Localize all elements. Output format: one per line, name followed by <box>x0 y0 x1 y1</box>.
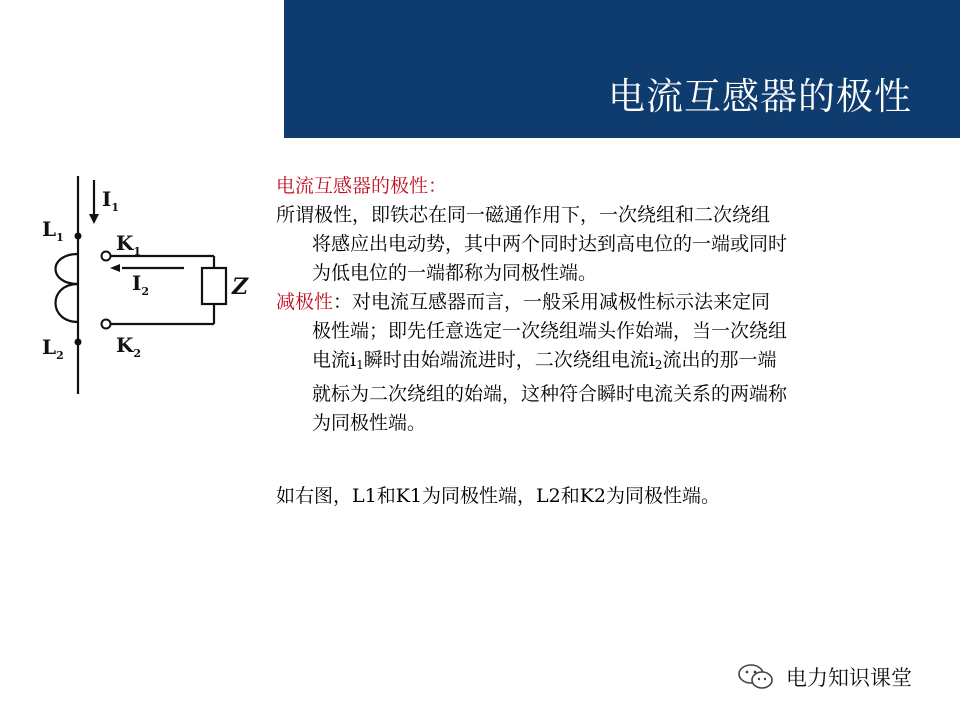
wechat-icon <box>736 663 776 691</box>
subtractive-polarity-label: 减极性 <box>276 291 334 313</box>
polarity-definition: 所谓极性，即铁芯在同一磁通作用下，一次绕组和二次绕组 将感应出电动势，其中两个同时达到高电位的一端或同时 为低电位的一端都称为同极性端。 <box>276 204 788 284</box>
page-title: 电流互感器的极性 <box>608 75 912 118</box>
label-l2: $L_2$ <box>42 335 64 362</box>
label-z: Z <box>232 274 249 300</box>
label-k1: $K_1$ <box>116 231 142 258</box>
impedance-z <box>202 268 226 304</box>
subtractive-polarity: 减极性：对电流互感器而言，一般采用减极性标示法来定同 极性端；即先任意选定一次绕组端头作始端，当一次绕组 电流$i_1$瞬时由始端流进时，二次绕组电流$i_2$流出的那一端 就标为二次绕组的始端，这种符合瞬时电流关系的两端称 为同极性端。 <box>276 291 788 434</box>
terminal-l1-dot <box>75 233 82 240</box>
label-i2: $I_2$ <box>132 271 150 298</box>
current-transformer-diagram <box>36 176 266 396</box>
content-body <box>276 172 936 511</box>
terminal-l2-dot <box>75 339 82 346</box>
example-note: 如右图，L1和K1为同极性端，L2和K2为同极性端。 <box>276 485 720 507</box>
title-bar <box>284 0 960 138</box>
primary-coil <box>56 254 79 322</box>
i1-arrow-head <box>89 214 99 224</box>
label-i1: $I_1$ <box>102 187 120 214</box>
footer-text: 电力知识课堂 <box>786 666 912 690</box>
i2-arrow-head <box>110 264 120 272</box>
section-heading: 电流互感器的极性： <box>276 175 448 197</box>
terminal-k2 <box>102 320 111 329</box>
label-k2: $K_2$ <box>116 333 142 360</box>
footer-brand <box>736 662 912 692</box>
label-l1: $L_1$ <box>42 217 64 244</box>
terminal-k1 <box>102 252 111 261</box>
